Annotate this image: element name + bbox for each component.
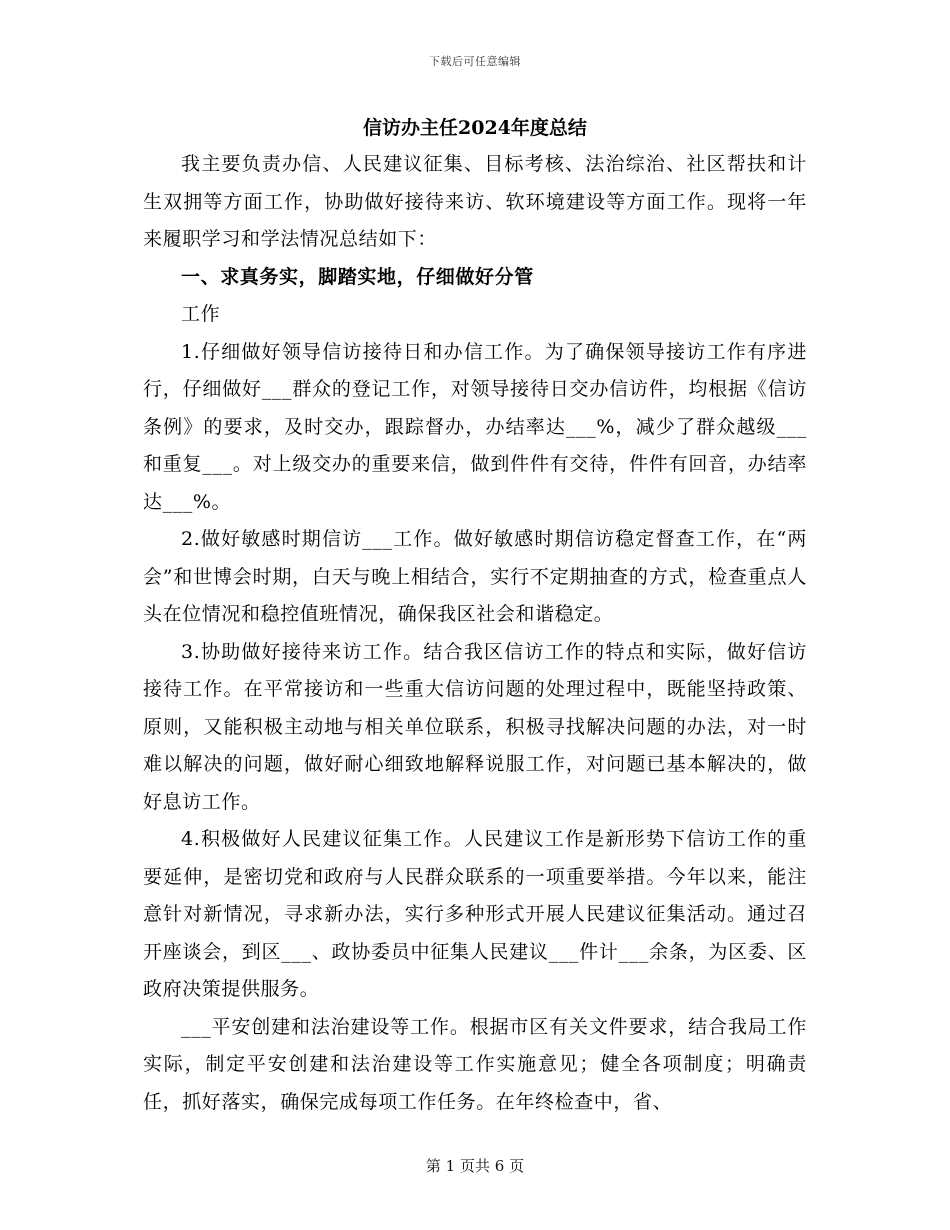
item-4-paragraph: 4.积极做好人民建议征集工作。人民建议工作是新形势下信访工作的重要延伸，是密切党和政府与人民群众联系的一项重要举措。今年以来，能注意针对新情况，寻求新办法，实行多种形式开展人民建议征集活动。通过召开座谈会，到区___、政协委员中征集人民建议___件计___余条，为区委、区政府决策提供服务。 [143, 828, 807, 1000]
item-3-paragraph: 3.协助做好接待来访工作。结合我区信访工作的特点和实际，做好信访接待工作。在平常接访和一些重大信访问题的处理过程中，既能坚持政策、原则，又能积极主动地与相关单位联系，积极寻找解决问题的办法，对一时难以解决的问题，做好耐心细致地解释说服工作，对问题已基本解决的，做好息访工作。 [143, 640, 807, 813]
document-body [143, 146, 807, 1121]
intro-paragraph: 我主要负责办信、人民建议征集、目标考核、法治综治、社区帮扶和计生双拥等方面工作，协助做好接待来访、软环境建设等方面工作。现将一年来履职学习和学法情况总结如下： [143, 153, 807, 250]
download-edit-note: 下载后可任意编辑 [429, 55, 521, 68]
item-1-paragraph: 1.仔细做好领导信访接待日和办信工作。为了确保领导接访工作有序进行，仔细做好___群众的登记工作，对领导接待日交办信访件，均根据《信访条例》的要求，及时交办，跟踪督办，办结率达___%，减少了群众越级___和重复___。对上级交办的重要来信，做到件件有交待，件件有回音，办结率达___%。 [143, 340, 807, 513]
section-heading: 一、求真务实，脚踏实地，仔细做好分管 [181, 265, 534, 288]
item-2-paragraph: 2.做好敏感时期信访___工作。做好敏感时期信访稳定督查工作，在“两会”和世博会时期，白天与晚上相结合，实行不定期抽查的方式，检查重点人头在位情况和稳控值班情况，确保我区社会和谐稳定。 [143, 528, 807, 625]
page-number: 第 1 页共 6 页 [425, 1157, 525, 1175]
item-5-paragraph: ___平安创建和法治建设等工作。根据市区有关文件要求，结合我局工作实际，制定平安创建和法治建设等工作实施意见；健全各项制度；明确责任，抓好落实，确保完成每项工作任务。在年终检查中，省、 [143, 1015, 807, 1113]
section-heading-continuation: 工作 [181, 303, 221, 325]
document-title: 信访办主任2024年度总结 [363, 117, 587, 139]
